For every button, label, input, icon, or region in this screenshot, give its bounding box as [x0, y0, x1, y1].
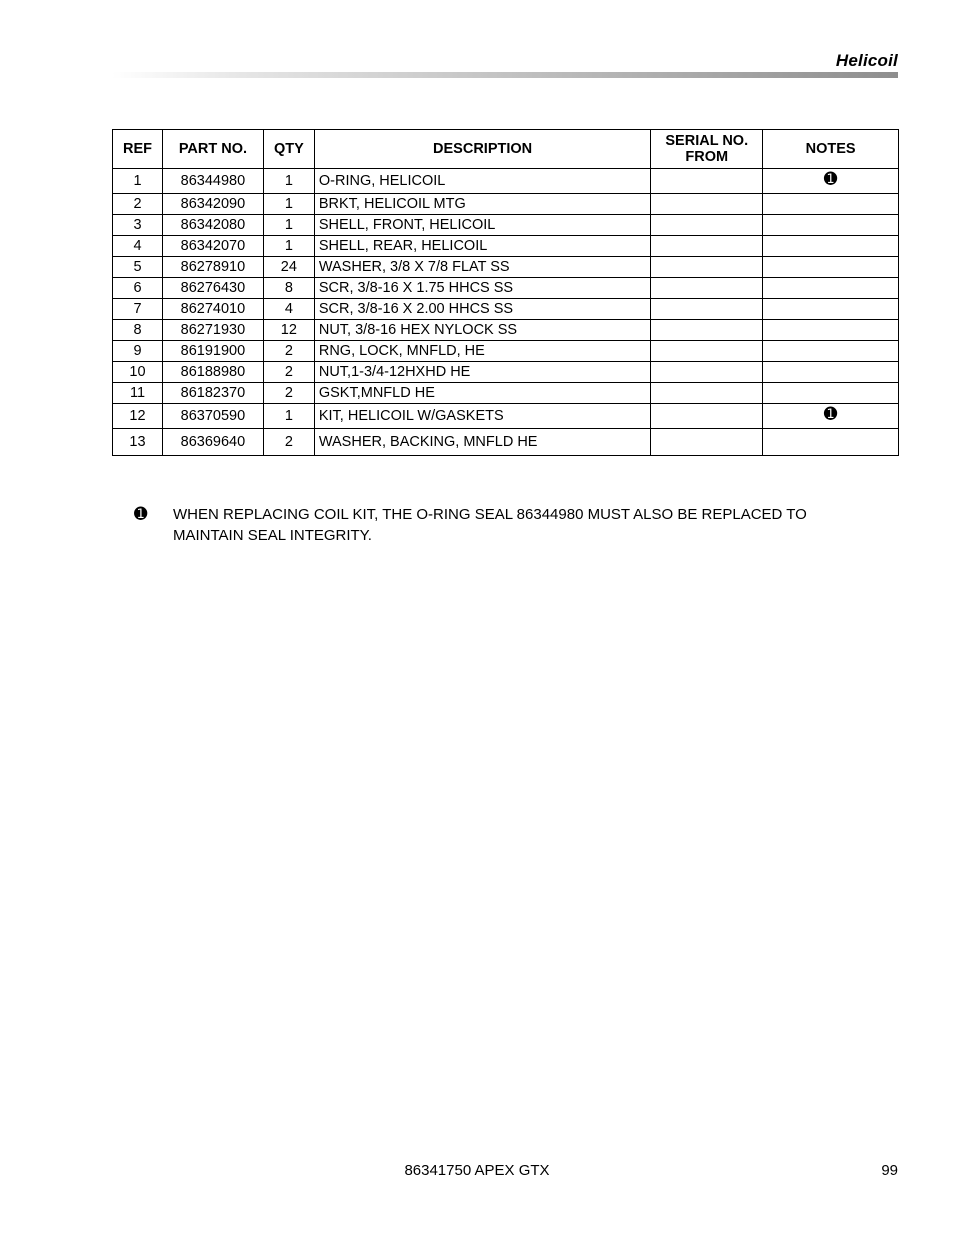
cell-qty: 1	[263, 404, 314, 429]
cell-description: NUT, 3/8-16 HEX NYLOCK SS	[314, 320, 650, 341]
cell-ref: 13	[113, 429, 163, 456]
cell-serial-from	[651, 429, 763, 456]
cell-notes	[763, 215, 899, 236]
note-1-icon: ➊	[823, 171, 838, 188]
cell-part-no: 86344980	[162, 169, 263, 194]
cell-notes	[763, 429, 899, 456]
cell-serial-from	[651, 341, 763, 362]
cell-part-no: 86274010	[162, 299, 263, 320]
note-1-icon: ➊	[134, 506, 148, 523]
footer-page-number: 99	[881, 1162, 898, 1179]
page-section-title: Helicoil	[835, 51, 898, 70]
cell-ref: 10	[113, 362, 163, 383]
header-gradient-rule	[112, 72, 898, 78]
cell-description: WASHER, 3/8 X 7/8 FLAT SS	[314, 257, 650, 278]
cell-part-no: 86369640	[162, 429, 263, 456]
cell-notes	[763, 236, 899, 257]
cell-qty: 8	[263, 278, 314, 299]
cell-ref: 1	[113, 169, 163, 194]
table-row	[113, 404, 899, 429]
cell-serial-from	[651, 299, 763, 320]
cell-ref: 9	[113, 341, 163, 362]
cell-ref: 11	[113, 383, 163, 404]
column-header-description: DESCRIPTION	[314, 130, 650, 169]
table-row	[113, 299, 899, 320]
cell-description: SCR, 3/8-16 X 1.75 HHCS SS	[314, 278, 650, 299]
cell-notes	[763, 257, 899, 278]
cell-qty: 2	[263, 383, 314, 404]
table-row	[113, 236, 899, 257]
cell-qty: 1	[263, 169, 314, 194]
cell-serial-from	[651, 383, 763, 404]
table-row	[113, 257, 899, 278]
cell-description: SHELL, REAR, HELICOIL	[314, 236, 650, 257]
cell-notes	[763, 362, 899, 383]
cell-serial-from	[651, 169, 763, 194]
table-row	[113, 362, 899, 383]
cell-ref: 6	[113, 278, 163, 299]
cell-ref: 7	[113, 299, 163, 320]
cell-ref: 12	[113, 404, 163, 429]
column-header-qty: QTY	[263, 130, 314, 169]
cell-serial-from	[651, 194, 763, 215]
cell-serial-from	[651, 320, 763, 341]
cell-ref: 8	[113, 320, 163, 341]
table-row	[113, 429, 899, 456]
cell-part-no: 86188980	[162, 362, 263, 383]
cell-part-no: 86191900	[162, 341, 263, 362]
cell-part-no: 86276430	[162, 278, 263, 299]
cell-description: NUT,1-3/4-12HXHD HE	[314, 362, 650, 383]
cell-qty: 4	[263, 299, 314, 320]
cell-notes	[763, 278, 899, 299]
table-header-row	[113, 130, 899, 169]
cell-part-no: 86342080	[162, 215, 263, 236]
cell-ref: 2	[113, 194, 163, 215]
cell-qty: 1	[263, 236, 314, 257]
cell-qty: 1	[263, 194, 314, 215]
column-header-ref: REF	[113, 130, 163, 169]
cell-serial-from	[651, 278, 763, 299]
cell-qty: 12	[263, 320, 314, 341]
cell-notes	[763, 194, 899, 215]
cell-description: GSKT,MNFLD HE	[314, 383, 650, 404]
footer-document-title: 86341750 APEX GTX	[404, 1162, 550, 1179]
cell-serial-from	[651, 257, 763, 278]
column-header-serial-from: SERIAL NO. FROM	[651, 130, 763, 169]
cell-description: BRKT, HELICOIL MTG	[314, 194, 650, 215]
table-row	[113, 278, 899, 299]
note-1-icon: ➊	[823, 406, 838, 423]
cell-ref: 4	[113, 236, 163, 257]
cell-notes	[763, 404, 899, 429]
cell-part-no: 86370590	[162, 404, 263, 429]
table-row	[113, 320, 899, 341]
cell-ref: 5	[113, 257, 163, 278]
cell-notes	[763, 320, 899, 341]
column-header-part-no: PART NO.	[162, 130, 263, 169]
cell-description: KIT, HELICOIL W/GASKETS	[314, 404, 650, 429]
cell-serial-from	[651, 236, 763, 257]
cell-description: SCR, 3/8-16 X 2.00 HHCS SS	[314, 299, 650, 320]
table-row	[113, 169, 899, 194]
cell-notes	[763, 299, 899, 320]
cell-notes	[763, 383, 899, 404]
cell-ref: 3	[113, 215, 163, 236]
cell-serial-from	[651, 362, 763, 383]
cell-description: RNG, LOCK, MNFLD, HE	[314, 341, 650, 362]
table-row	[113, 215, 899, 236]
cell-qty: 2	[263, 341, 314, 362]
cell-part-no: 86342090	[162, 194, 263, 215]
cell-qty: 1	[263, 215, 314, 236]
table-row	[113, 194, 899, 215]
cell-notes	[763, 169, 899, 194]
parts-table	[112, 129, 899, 456]
cell-description: SHELL, FRONT, HELICOIL	[314, 215, 650, 236]
cell-serial-from	[651, 215, 763, 236]
cell-qty: 2	[263, 362, 314, 383]
cell-part-no: 86342070	[162, 236, 263, 257]
cell-serial-from	[651, 404, 763, 429]
cell-qty: 2	[263, 429, 314, 456]
table-row	[113, 341, 899, 362]
cell-part-no: 86182370	[162, 383, 263, 404]
cell-description: WASHER, BACKING, MNFLD HE	[314, 429, 650, 456]
cell-part-no: 86278910	[162, 257, 263, 278]
cell-notes	[763, 341, 899, 362]
cell-qty: 24	[263, 257, 314, 278]
table-row	[113, 383, 899, 404]
cell-part-no: 86271930	[162, 320, 263, 341]
column-header-notes: NOTES	[763, 130, 899, 169]
cell-description: O-RING, HELICOIL	[314, 169, 650, 194]
footnote-text: WHEN REPLACING COIL KIT, THE O-RING SEAL 86344980 MUST ALSO BE REPLACED TO MAINTAIN SEAL INTEGRITY.	[173, 506, 807, 544]
